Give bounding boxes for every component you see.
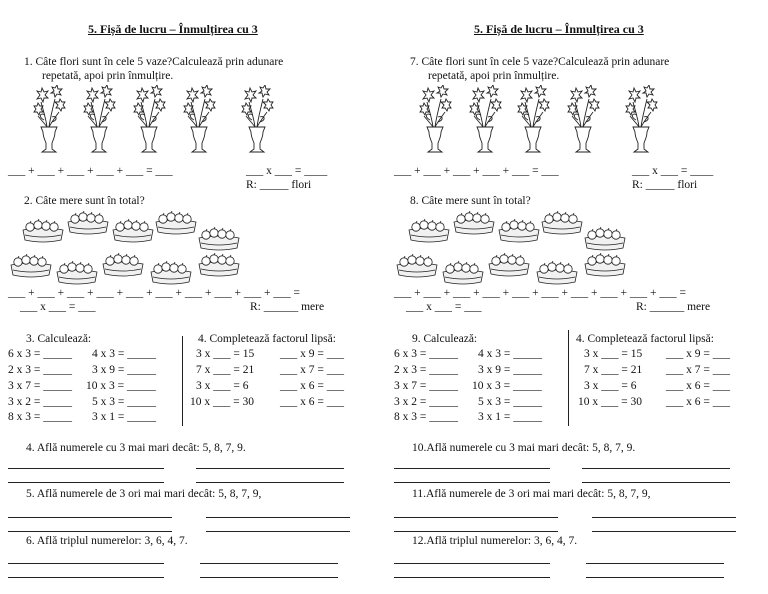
calc-item[interactable]: 5 x 3 = _____ [478, 396, 542, 408]
apple-basket-icon [196, 252, 242, 278]
question-7: 6. Află triplul numerelor: 3, 6, 4, 7. [26, 535, 188, 547]
question-10: 10.Află numerele cu 3 mai mari decât: 5, 8, 7, 9. [412, 442, 636, 454]
factor-item[interactable]: ___ x 6 = ___ [280, 380, 344, 392]
factor-item[interactable]: ___ x 9 = ___ [280, 348, 344, 360]
answer-line[interactable] [394, 577, 550, 578]
apple-basket-icon [539, 210, 585, 236]
factor-item[interactable]: ___ x 6 = ___ [280, 396, 344, 408]
flower-vase-icon [466, 85, 502, 155]
multiplication-blanks-2[interactable]: ___ x ___ = ___ [406, 301, 482, 313]
answer-apples[interactable]: R: ______ mere [250, 301, 325, 313]
question-12: 12.Află triplul numerelor: 3, 6, 4, 7. [412, 535, 578, 547]
factor-item[interactable]: ___ x 7 = ___ [280, 364, 344, 376]
answer-line[interactable] [8, 563, 164, 564]
answer-line[interactable] [206, 531, 350, 532]
apple-basket-icon [153, 210, 199, 236]
apple-basket-icon [148, 260, 194, 286]
apple-basket-icon [196, 226, 242, 252]
column-divider [568, 330, 569, 426]
question-6: 5. Află numerele de 3 ori mai mari decât: 5, 8, 7, 9, [26, 488, 262, 500]
flower-vase-icon [180, 85, 216, 155]
answer-line[interactable] [586, 563, 724, 564]
answer-line[interactable] [582, 482, 730, 483]
answer-line[interactable] [8, 517, 172, 518]
answer-line[interactable] [196, 468, 344, 469]
calc-item[interactable]: 3 x 1 = _____ [478, 411, 542, 423]
factor-item[interactable]: ___ x 7 = ___ [666, 364, 730, 376]
answer-line[interactable] [8, 531, 172, 532]
calc-item[interactable]: 3 x 7 = _____ [394, 380, 458, 392]
answer-line[interactable] [8, 482, 164, 483]
answer-line[interactable] [582, 468, 730, 469]
calc-item[interactable]: 2 x 3 = _____ [8, 364, 72, 376]
answer-line[interactable] [592, 517, 736, 518]
multiplication-blanks-2[interactable]: ___ x ___ = ___ [20, 301, 96, 313]
answer-line[interactable] [200, 577, 338, 578]
answer-line[interactable] [394, 482, 550, 483]
question-5: 4. Află numerele cu 3 mai mari decât: 5, 8, 7, 9. [26, 442, 246, 454]
factor-item[interactable]: ___ x 6 = ___ [666, 380, 730, 392]
calc-item[interactable]: 10 x 3 = _____ [86, 380, 156, 392]
apple-basket-icon [54, 260, 100, 286]
worksheet-title: 5. Fișă de lucru – Înmulțirea cu 3 [88, 22, 258, 36]
calc-item[interactable]: 6 x 3 = _____ [8, 348, 72, 360]
calc-item[interactable]: 3 x 1 = _____ [92, 411, 156, 423]
calc-item[interactable]: 5 x 3 = _____ [92, 396, 156, 408]
question-9: 9. Calculează: [412, 333, 478, 345]
addition-blanks-1[interactable]: ___ + ___ + ___ + ___ + ___ = ___ [394, 165, 559, 177]
addition-blanks-2[interactable]: ___ + ___ + ___ + ___ + ___ + ___ + ___ + ___ + ___ + ___ = [8, 287, 300, 299]
calc-item[interactable]: 8 x 3 = _____ [394, 411, 458, 423]
answer-line[interactable] [394, 468, 550, 469]
factor-item[interactable]: 7 x ___ = 21 [196, 364, 255, 376]
calc-item[interactable]: 6 x 3 = _____ [394, 348, 458, 360]
addition-blanks-1[interactable]: ___ + ___ + ___ + ___ + ___ = ___ [8, 165, 173, 177]
answer-line[interactable] [586, 577, 724, 578]
answer-flowers[interactable]: R: _____ flori [632, 179, 698, 191]
question-7-line2: repetată, apoi prin înmulțire. [428, 70, 560, 82]
question-2: 2. Câte mere sunt în total? [24, 195, 145, 207]
factor-item[interactable]: ___ x 6 = ___ [666, 396, 730, 408]
factor-item[interactable]: 3 x ___ = 6 [196, 380, 249, 392]
calc-item[interactable]: 3 x 2 = _____ [8, 396, 72, 408]
answer-line[interactable] [394, 563, 550, 564]
apple-basket-icon [65, 210, 111, 236]
answer-flowers[interactable]: R: _____ flori [246, 179, 312, 191]
multiplication-blanks-1[interactable]: ___ x ___ = ____ [246, 165, 328, 177]
apple-basket-icon [582, 226, 628, 252]
question-1-line1: 1. Câte flori sunt în cele 5 vaze?Calculează prin adunare [24, 56, 284, 68]
question-3: 3. Calculează: [26, 333, 92, 345]
answer-line[interactable] [196, 482, 344, 483]
calc-item[interactable]: 8 x 3 = _____ [8, 411, 72, 423]
apple-basket-icon [100, 252, 146, 278]
calc-item[interactable]: 2 x 3 = _____ [394, 364, 458, 376]
apple-basket-icon [110, 218, 156, 244]
factor-item[interactable]: 10 x ___ = 30 [578, 396, 642, 408]
answer-line[interactable] [592, 531, 736, 532]
flower-vase-icon [622, 85, 658, 155]
answer-line[interactable] [206, 517, 350, 518]
apple-basket-icon [496, 218, 542, 244]
answer-line[interactable] [8, 577, 164, 578]
factor-item[interactable]: 3 x ___ = 15 [584, 348, 643, 360]
apple-basket-icon [486, 252, 532, 278]
answer-line[interactable] [394, 531, 558, 532]
calc-item[interactable]: 3 x 7 = _____ [8, 380, 72, 392]
question-4: 4. Completează factorul lipsă: [198, 333, 336, 345]
flower-vase-icon [30, 85, 66, 155]
flower-vase-icon [416, 85, 452, 155]
question-10-factor: 4. Completează factorul lipsă: [576, 333, 714, 345]
calc-item[interactable]: 3 x 9 = _____ [92, 364, 156, 376]
calc-item[interactable]: 4 x 3 = _____ [478, 348, 542, 360]
question-1-line2: repetată, apoi prin înmulțire. [42, 70, 174, 82]
calc-item[interactable]: 3 x 2 = _____ [394, 396, 458, 408]
calc-item[interactable]: 10 x 3 = _____ [472, 380, 542, 392]
factor-item[interactable]: 7 x ___ = 21 [584, 364, 643, 376]
factor-item[interactable]: ___ x 9 = ___ [666, 348, 730, 360]
question-11: 11.Află numerele de 3 ori mai mari decât: 5, 8, 7, 9, [412, 488, 651, 500]
flower-vase-icon [514, 85, 550, 155]
apple-basket-icon [8, 253, 54, 279]
answer-apples[interactable]: R: ______ mere [636, 301, 711, 313]
question-8: 8. Câte mere sunt în total? [410, 195, 531, 207]
flower-vase-icon [80, 85, 116, 155]
factor-item[interactable]: 3 x ___ = 6 [584, 380, 637, 392]
answer-line[interactable] [394, 517, 558, 518]
worksheet-right [384, 0, 768, 594]
factor-item[interactable]: 3 x ___ = 15 [196, 348, 255, 360]
apple-basket-icon [394, 253, 440, 279]
column-divider [182, 336, 183, 426]
factor-item[interactable]: 10 x ___ = 30 [190, 396, 254, 408]
flower-vase-icon [564, 85, 600, 155]
calc-item[interactable]: 4 x 3 = _____ [92, 348, 156, 360]
answer-line[interactable] [200, 563, 338, 564]
question-7-line1: 7. Câte flori sunt în cele 5 vaze?Calculează prin adunare [410, 56, 670, 68]
apple-basket-icon [534, 260, 580, 286]
apple-basket-icon [406, 218, 452, 244]
addition-blanks-2[interactable]: ___ + ___ + ___ + ___ + ___ + ___ + ___ + ___ + ___ + ___ = [394, 287, 686, 299]
worksheet-title: 5. Fișă de lucru – Înmulțirea cu 3 [474, 22, 644, 36]
multiplication-blanks-1[interactable]: ___ x ___ = ____ [632, 165, 714, 177]
answer-line[interactable] [8, 468, 164, 469]
apple-basket-icon [451, 210, 497, 236]
apple-basket-icon [582, 252, 628, 278]
apple-basket-icon [440, 260, 486, 286]
apple-basket-icon [20, 218, 66, 244]
calc-item[interactable]: 3 x 9 = _____ [478, 364, 542, 376]
flower-vase-icon [130, 85, 166, 155]
flower-vase-icon [238, 85, 274, 155]
